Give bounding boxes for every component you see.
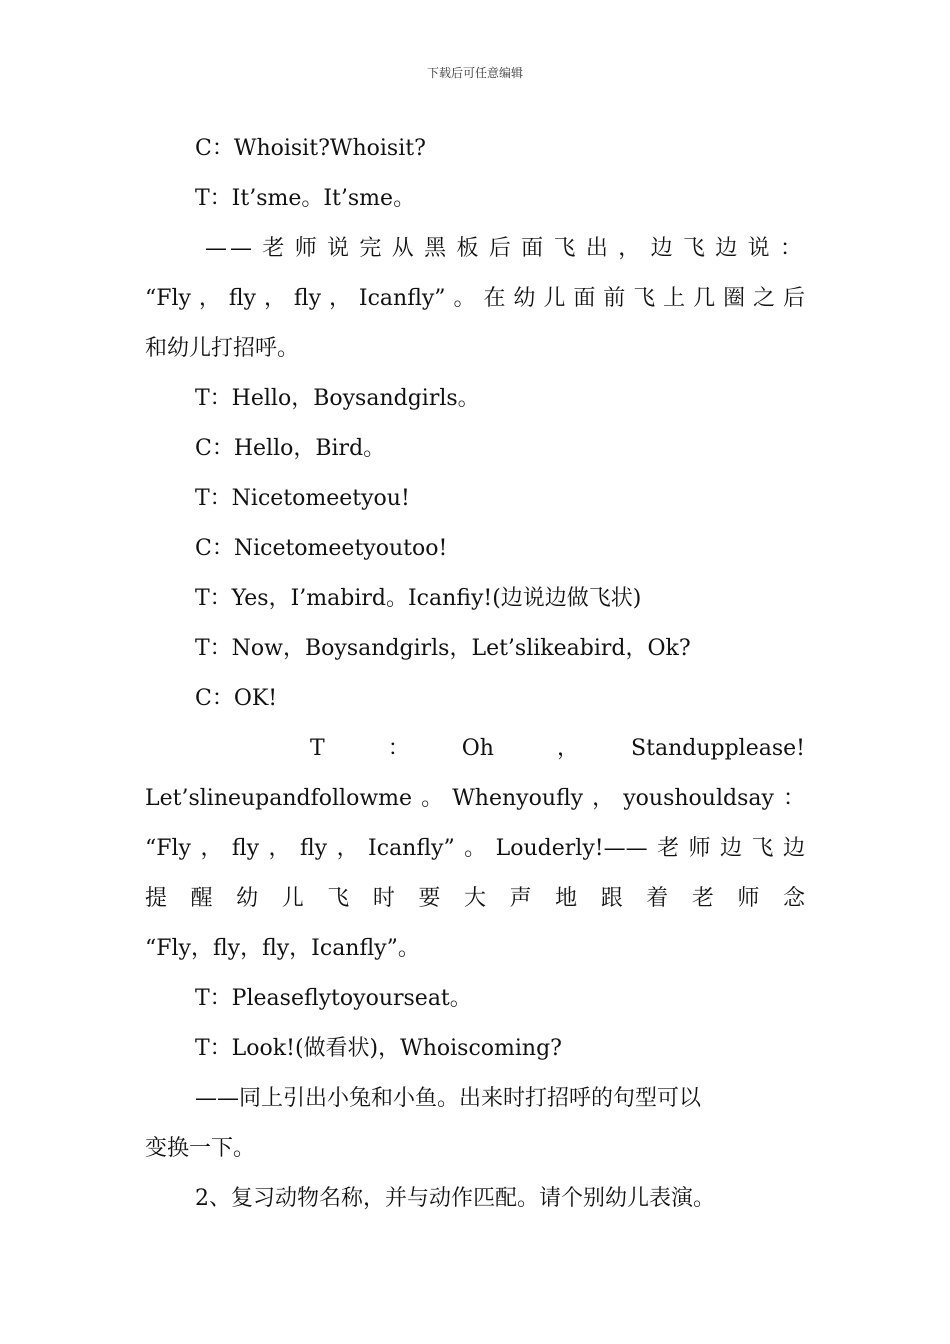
dialogue-line: T ： Oh ， Standupplease! (310, 736, 805, 761)
narration-line: 和幼儿打招呼。 (145, 336, 300, 361)
dialogue-line: T：Look!(做看状)，Whoiscoming? (195, 1036, 562, 1061)
section-line: 2、复习动物名称，并与动作匹配。请个别幼儿表演。 (195, 1186, 715, 1211)
narration-line: 变换一下。 (145, 1136, 256, 1161)
dialogue-line: C：OK! (195, 686, 278, 711)
dialogue-line: T：Now，Boysandgirls，Let’slikeabird，Ok? (195, 636, 691, 661)
narration-line: ——老师说完从黑板后面飞出，边飞边说： (205, 236, 805, 261)
dialogue-line: T：It’sme。It’sme。 (195, 186, 416, 211)
dialogue-line: Let’slineupandfollowme。Whenyoufly，youshouldsay： (145, 786, 805, 811)
dialogue-line: T：Nicetomeetyou! (195, 486, 410, 511)
dialogue-line: C：Whoisit?Whoisit? (195, 136, 426, 161)
narration-line: 提醒幼儿飞时要大声地跟着老师念 (145, 886, 805, 911)
dialogue-line: C：Hello，Bird。 (195, 436, 386, 461)
dialogue-line: T：Yes，I’mabird。Icanfiy!(边说边做飞状) (195, 586, 642, 611)
narration-line: “Fly，fly，fly，Icanfly”。在幼儿面前飞上几圈之后 (145, 286, 805, 311)
dialogue-line: “Fly，fly，fly，Icanfly”。Louderly!——老师边飞边 (145, 836, 805, 861)
dialogue-line: “Fly，fly，fly，Icanfly”。 (145, 936, 420, 961)
dialogue-line: T：Hello，Boysandgirls。 (195, 386, 480, 411)
dialogue-line: C：Nicetomeetyoutoo! (195, 536, 448, 561)
narration-line: ——同上引出小兔和小鱼。出来时打招呼的句型可以 (195, 1086, 702, 1111)
page-header: 下载后可任意编辑 (426, 66, 523, 80)
dialogue-line: T：Pleaseflytoyourseat。 (195, 986, 472, 1011)
document-body (145, 124, 805, 1224)
